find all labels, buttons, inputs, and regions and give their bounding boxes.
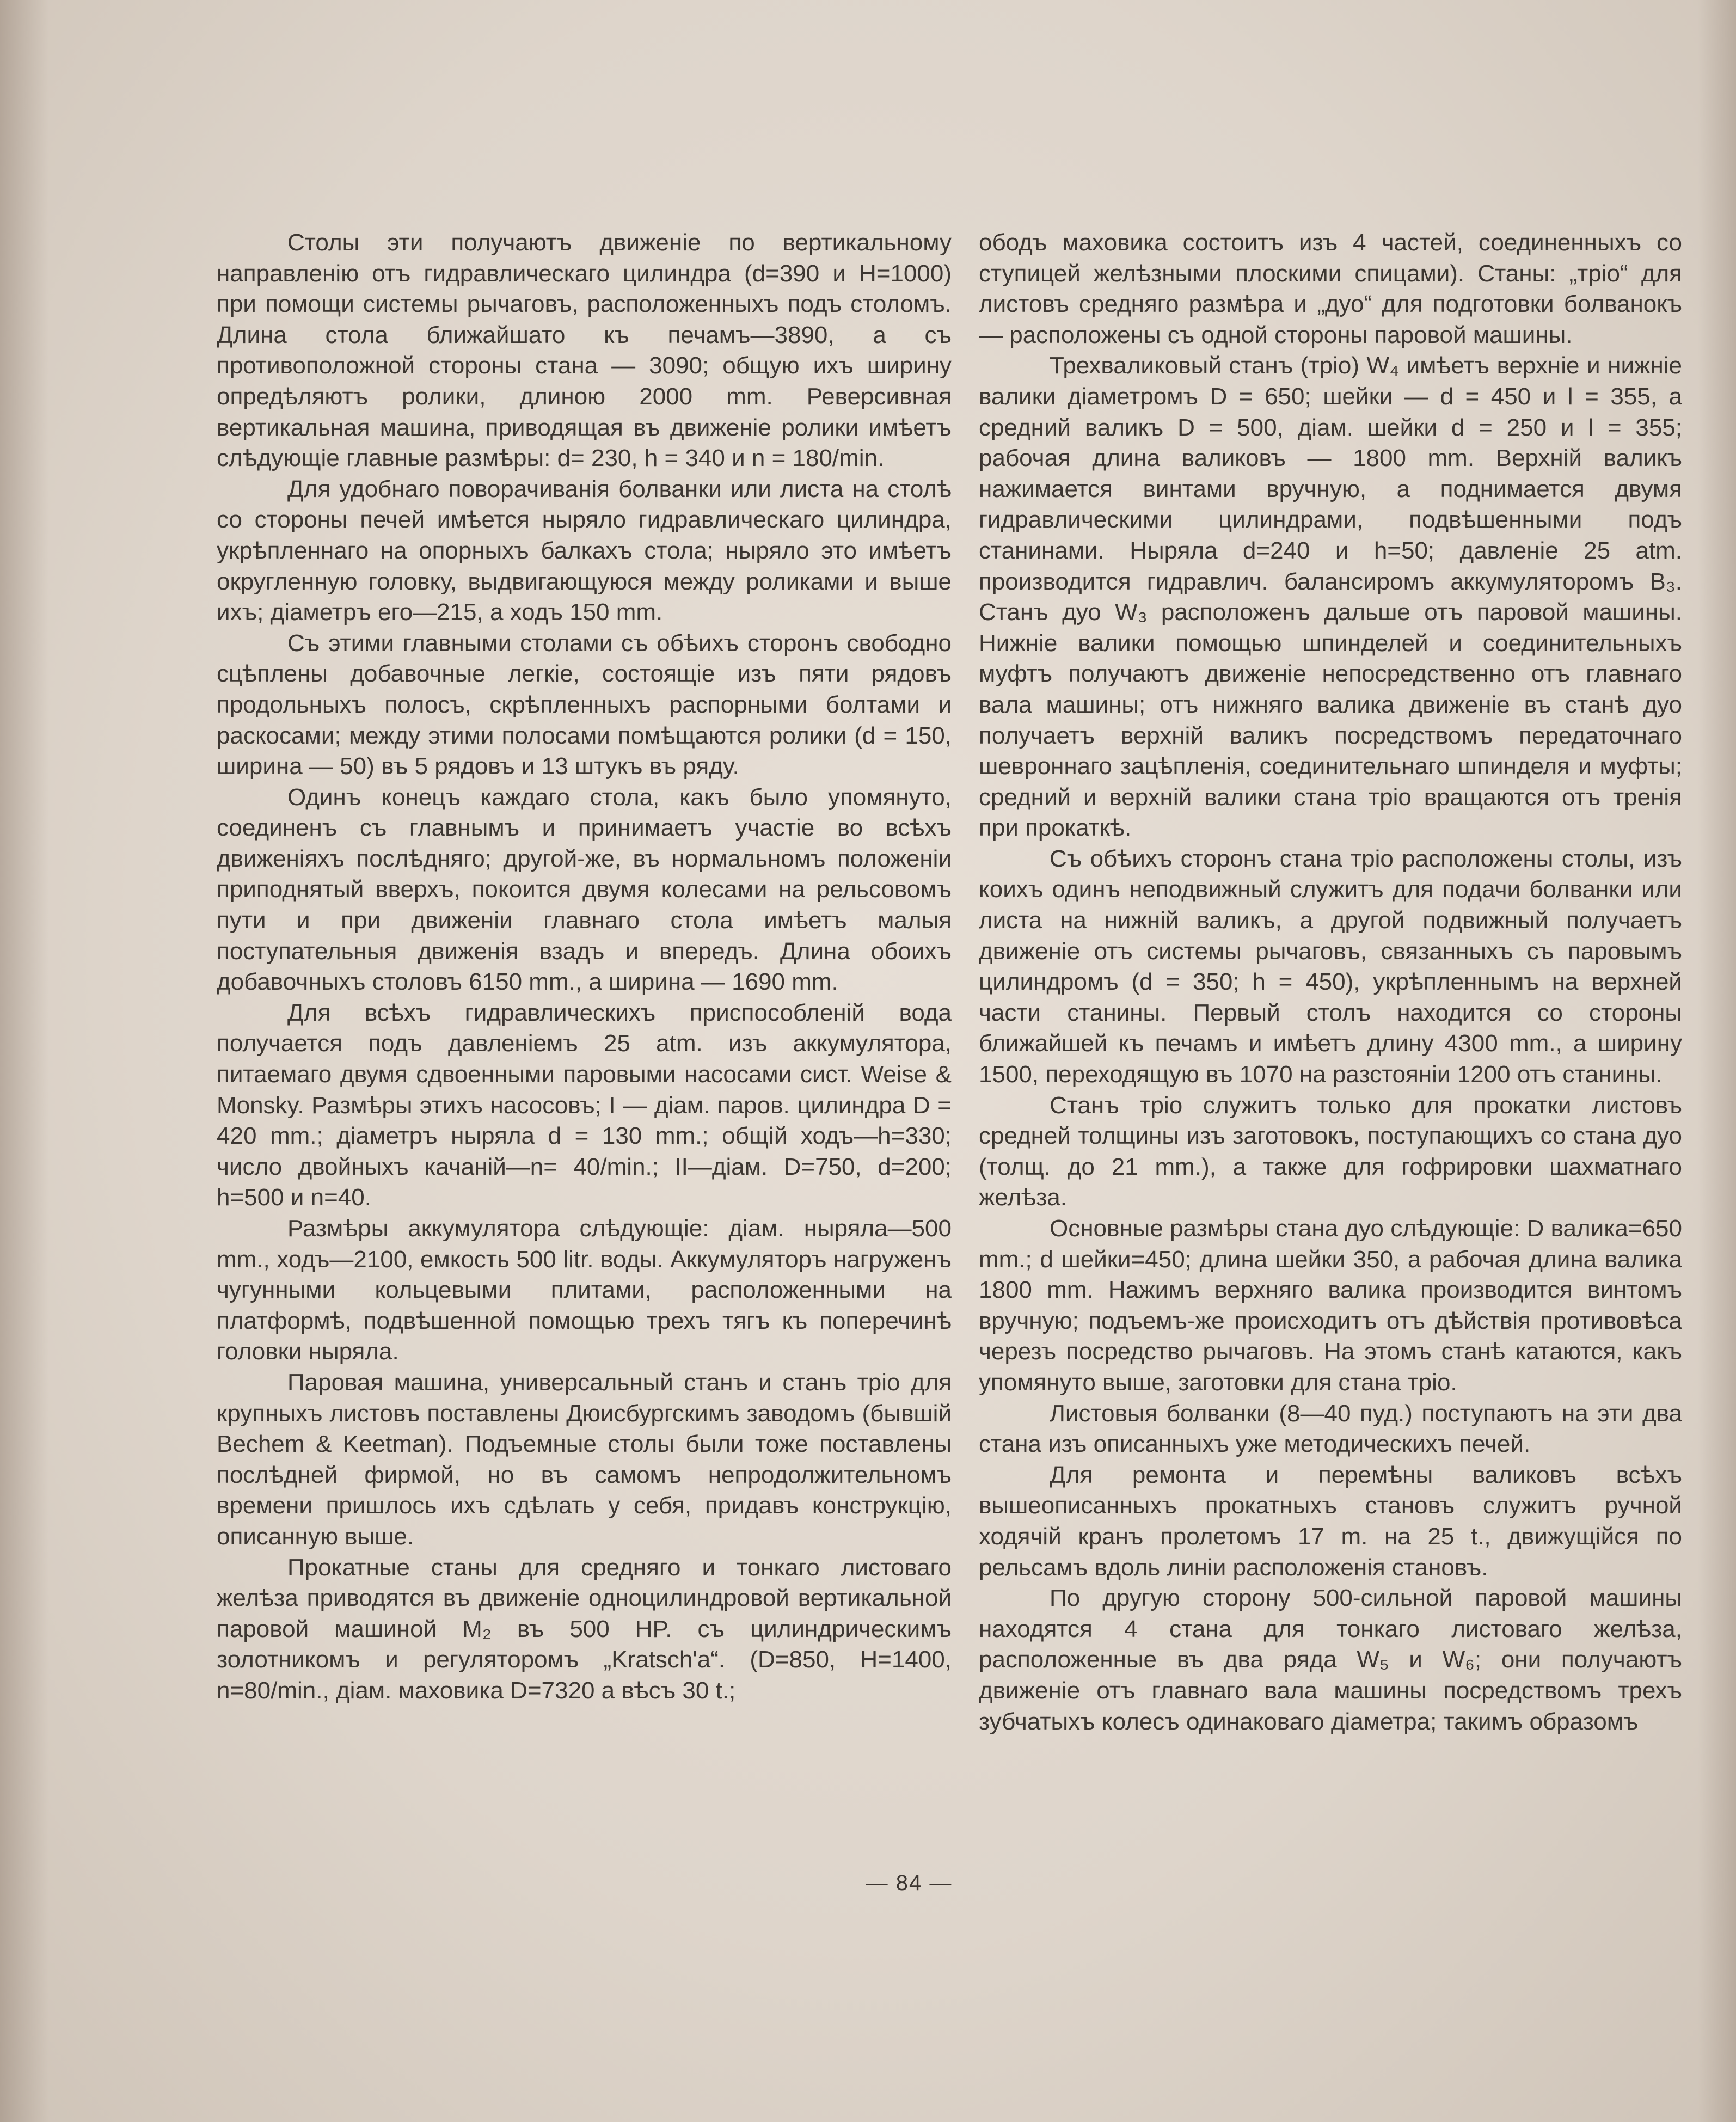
paragraph: Съ обѣихъ сторонъ стана трiо расположены столы, изъ коихъ одинъ неподвижный служитъ для подачи болванки или листа на нижнiй валикъ, а другой подвижный получаетъ движенiе отъ системы рычаговъ, связанныхъ съ паровымъ цилиндромъ (d = 350; h = 450), укрѣпленнымъ на верхней части станины. Первый столъ находится со стороны ближайшей къ печамъ и имѣетъ длину 4300 mm., а ширину 1500, переходящую въ 1070 на разстоянiи 1200 отъ станины.: [979, 845, 1682, 1088]
page-edge-shadow-left: [0, 0, 49, 2122]
paragraph: Прокатные станы для средняго и тонкаго листоваго желѣза приводятся въ движенiе одноцилиндровой вертикальной паровой машиной M₂ въ 500 HP. съ цилиндрическимъ золотникомъ и регуляторомъ „Kratsch'a“. (D=850, H=1400, n=80/min., дiам. маховика D=7320 а вѣсъ 30 t.;: [217, 1554, 952, 1704]
paragraph: Трехваликовый станъ (трiо) W₄ имѣетъ верхнiе и нижнiе валики дiаметромъ D = 650; шейки — d = 450 и l = 355, а средний валикъ D = 500, дiам. шейки d = 250 и l = 355; рабочая длина валиковъ — 1800 mm. Верхнiй валикъ нажимается винтами вручную, а поднимается двумя гидравлическими цилиндрами, подвѣшенными подъ станинами. Ныряла d=240 и h=50; давленiе 25 atm. производится гидравлич. балансиромъ аккумуляторомъ B₃. Станъ дуо W₃ расположенъ дальше отъ паровой машины. Нижнiе валики помощью шпинделей и соединительныхъ муфтъ получаютъ движенiе непосредственно отъ главнаго вала машины; отъ нижняго валика движенiе въ станѣ дуо получаетъ верхнiй валикъ посредствомъ передаточнаго шевроннаго зацѣпленiя, соединительнаго шпинделя и муфты; средний и верхнiй валики стана трiо вращаются отъ тренiя при прокаткѣ.: [979, 352, 1682, 842]
paragraph: Станъ трiо служитъ только для прокатки листовъ средней толщины изъ заготовокъ, поступающихъ со стана дуо (толщ. до 21 mm.), а также для гофрировки шахматнаго желѣза.: [979, 1091, 1682, 1211]
paragraph: Одинъ конецъ каждаго стола, какъ было упомянуто, соединенъ съ главнымъ и принимаетъ участiе во всѣхъ движенiяхъ послѣдняго; другой-же, въ нормальномъ положенiи приподнятый вверхъ, покоится двумя колесами на рельсовомъ пути и при движенiи главнаго стола имѣетъ малыя поступательныя движенiя взадъ и впередъ. Длина обоихъ добавочныхъ столовъ 6150 mm., а ширина — 1690 mm.: [217, 783, 952, 996]
paragraph: Съ этими главными столами съ обѣихъ сторонъ свободно сцѣплены добавочные легкiе, состоящiе изъ пяти рядовъ продольныхъ полосъ, скрѣпленныхъ распорными болтами и раскосами; между этими полосами помѣщаются ролики (d = 150, ширина — 50) въ 5 рядовъ и 13 штукъ въ ряду.: [217, 629, 952, 780]
paragraph: Основные размѣры стана дуо слѣдующiе: D валика=650 mm.; d шейки=450; длина шейки 350, а рабочая длина валика 1800 mm. Нажимъ верхняго валика производится винтомъ вручную; подъемъ-же происходитъ отъ дѣйствiя противовѣса черезъ посредство рычаговъ. На этомъ станѣ катаются, какъ упомянуто выше, заготовки для стана трiо.: [979, 1215, 1682, 1396]
left-text-column: [217, 228, 952, 1707]
paragraph-continued: ободъ маховика состоитъ изъ 4 частей, соединенныхъ со ступицей желѣзными плоскими спицами). Станы: „трiо“ для листовъ средняго размѣра и „дуо“ для подготовки болванокъ — расположены съ одной стороны паровой машины.: [979, 229, 1682, 348]
paragraph: Для удобнаго поворачиванiя болванки или листа на столѣ со стороны печей имѣется ныряло гидравлическаго цилиндра, укрѣпленнаго на опорныхъ балкахъ стола; ныряло это имѣетъ округленную головку, выдвигающуюся между роликами и выше ихъ; дiаметръ его—215, а ходъ 150 mm.: [217, 475, 952, 626]
paragraph: По другую сторону 500-сильной паровой машины находятся 4 стана для тонкаго листоваго желѣза, расположенные въ два ряда W₅ и W₆; они получаютъ движенiе отъ главнаго вала машины посредствомъ трехъ зубчатыхъ колесъ одинаковаго дiаметра; такимъ образомъ: [979, 1585, 1682, 1735]
paragraph: Листовыя болванки (8—40 пуд.) поступаютъ на эти два стана изъ описанныхъ уже методическихъ печей.: [979, 1400, 1682, 1458]
paragraph: Размѣры аккумулятора слѣдующiе: дiам. ныряла—500 mm., ходъ—2100, емкость 500 litr. воды. Аккумуляторъ нагруженъ чугунными кольцевыми плитами, расположенными на платформѣ, подвѣшенной помощью трехъ тягъ къ поперечинѣ головки ныряла.: [217, 1215, 952, 1365]
right-text-column: [979, 228, 1682, 1737]
page-number: — 84 —: [866, 1871, 953, 1895]
paragraph: Для ремонта и перемѣны валиковъ всѣхъ вышеописанныхъ прокатныхъ становъ служитъ ручной ходячiй кранъ пролетомъ 17 m. на 25 t., движущiйся по рельсамъ вдоль линiи расположенiя становъ.: [979, 1461, 1682, 1581]
paragraph: Для всѣхъ гидравлическихъ приспособленiй вода получается подъ давленiемъ 25 atm. изъ аккумулятора, питаемаго двумя сдвоенными паровыми насосами сист. Weise & Monsky. Размѣры этихъ насосовъ; I — дiам. паров. цилиндра D = 420 mm.; дiаметръ ныряла d = 130 mm.; общiй ходъ—h=330; число двойныхъ качанiй—n= 40/min.; II—дiам. D=750, d=200; h=500 и n=40.: [217, 999, 952, 1211]
paragraph: Паровая машина, универсальный станъ и станъ трiо для крупныхъ листовъ поставлены Дюисбургскимъ заводомъ (бывшiй Bechem & Keetman). Подъемные столы были тоже поставлены послѣдней фирмой, но въ самомъ непродолжительномъ времени пришлось ихъ сдѣлать у себя, придавъ конструкцiю, описанную выше.: [217, 1369, 952, 1550]
page-edge-shadow-right: [1698, 0, 1736, 2122]
paragraph: Столы эти получаютъ движенiе по вертикальному направленiю отъ гидравлическаго цилиндра (d=390 и H=1000) при помощи системы рычаговъ, расположенныхъ подъ столомъ. Длина стола ближайшато къ печамъ—3890, а съ противоположной стороны стана — 3090; общую ихъ ширину опредѣляютъ ролики, длиною 2000 mm. Реверсивная вертикальная машина, приводящая въ движенiе ролики имѣетъ слѣдующiе главные размѣры: d= 230, h = 340 и n = 180/min.: [217, 229, 952, 472]
